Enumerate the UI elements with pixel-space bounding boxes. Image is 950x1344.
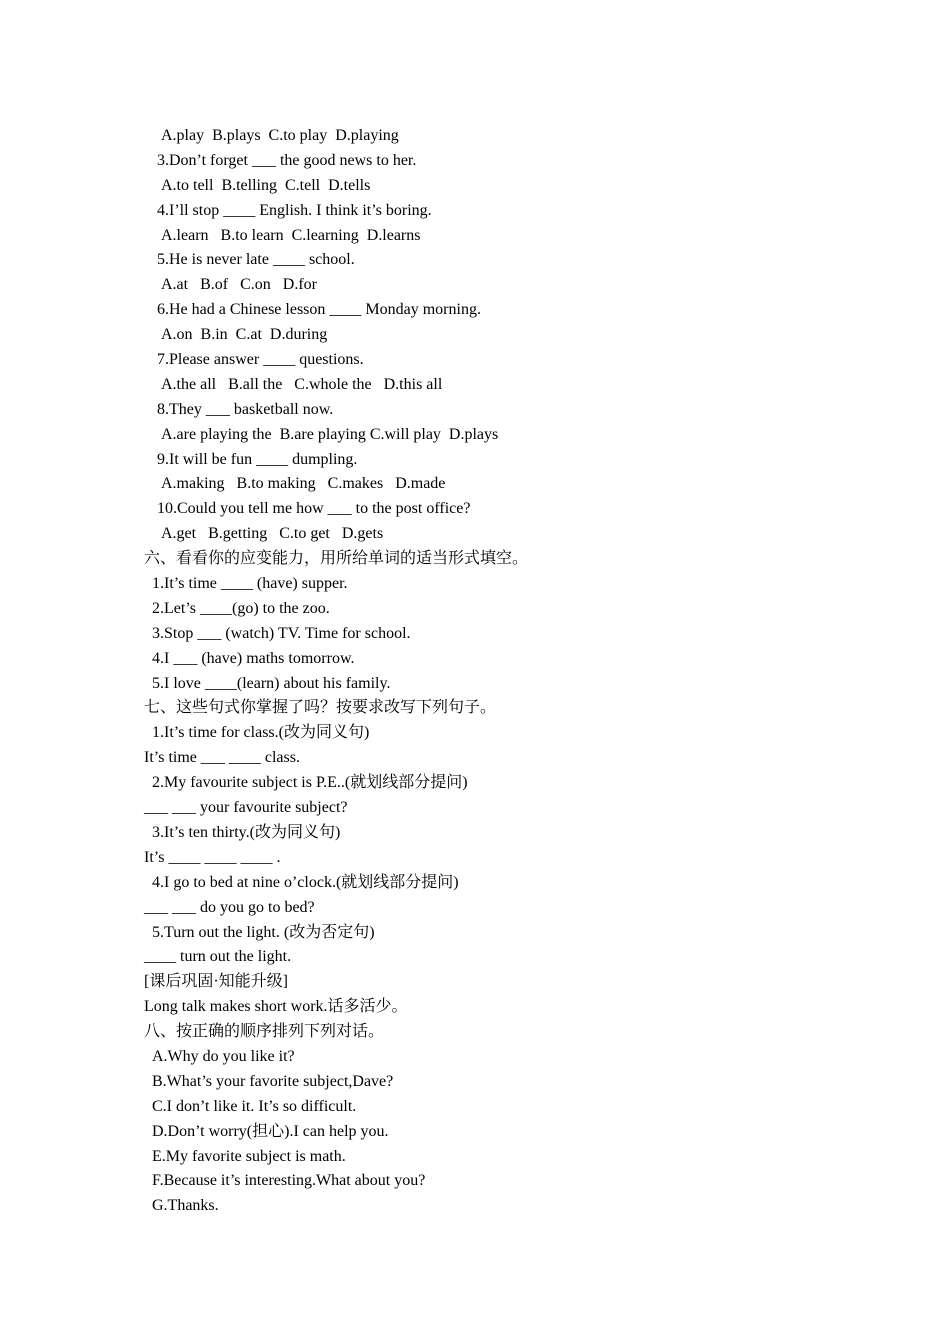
text-line: Long talk makes short work.话多活少。 bbox=[144, 998, 408, 1016]
text-line: 3.Don’t forget ___ the good news to her. bbox=[157, 151, 417, 169]
text-line: A.on B.in C.at D.during bbox=[161, 326, 328, 344]
text-line: 6.He had a Chinese lesson ____ Monday morning. bbox=[157, 301, 481, 319]
text-line: A.get B.getting C.to get D.gets bbox=[161, 525, 384, 543]
text-line: It’s time ___ ____ class. bbox=[144, 749, 300, 767]
text-line: A.making B.to making C.makes D.made bbox=[161, 475, 446, 493]
text-line: 4.I go to bed at nine o’clock.(就划线部分提问) bbox=[152, 873, 459, 891]
text-line: A.learn B.to learn C.learning D.learns bbox=[161, 226, 421, 244]
text-line: E.My favorite subject is math. bbox=[152, 1147, 346, 1165]
text-line: 1.It’s time ____ (have) supper. bbox=[152, 575, 348, 593]
text-line: F.Because it’s interesting.What about you? bbox=[152, 1172, 426, 1190]
text-line: 七、这些句式你掌握了吗？按要求改写下列句子。 bbox=[144, 699, 497, 717]
text-line: A.at B.of C.on D.for bbox=[161, 276, 317, 294]
text-line: D.Don’t worry(担心).I can help you. bbox=[152, 1122, 389, 1140]
text-line: 9.It will be fun ____ dumpling. bbox=[157, 450, 358, 468]
text-line: 4.I’ll stop ____ English. I think it’s boring. bbox=[157, 201, 432, 219]
text-line: A.are playing the B.are playing C.will play D.plays bbox=[161, 425, 499, 443]
text-line: 2.My favourite subject is P.E..(就划线部分提问) bbox=[152, 774, 468, 792]
text-line: 5.Turn out the light. (改为否定句) bbox=[152, 923, 375, 941]
text-line: A.play B.plays C.to play D.playing bbox=[161, 127, 399, 144]
text-line: 3.Stop ___ (watch) TV. Time for school. bbox=[152, 624, 411, 642]
text-line: ___ ___ your favourite subject? bbox=[144, 799, 348, 817]
text-line: ___ ___ do you go to bed? bbox=[144, 898, 315, 916]
text-line: 5.I love ____(learn) about his family. bbox=[152, 674, 391, 692]
text-line: It’s ____ ____ ____ . bbox=[144, 848, 281, 866]
text-line: 8.They ___ basketball now. bbox=[157, 400, 334, 418]
text-line: A.to tell B.telling C.tell D.tells bbox=[161, 176, 371, 194]
text-line: A.Why do you like it? bbox=[152, 1047, 295, 1065]
text-line: 5.He is never late ____ school. bbox=[157, 251, 355, 269]
text-line: 六、看看你的应变能力，用所给单词的适当形式填空。 bbox=[144, 550, 529, 568]
text-line: C.I don’t like it. It’s so difficult. bbox=[152, 1097, 357, 1115]
text-line: 7.Please answer ____ questions. bbox=[157, 351, 364, 369]
text-line: 10.Could you tell me how ___ to the post office? bbox=[157, 500, 471, 518]
document-body bbox=[144, 124, 844, 1219]
text-line: G.Thanks. bbox=[152, 1197, 219, 1215]
text-line: 4.I ___ (have) maths tomorrow. bbox=[152, 649, 355, 667]
text-line: 八、按正确的顺序排列下列对话。 bbox=[144, 1023, 385, 1041]
text-line: 1.It’s time for class.(改为同义句) bbox=[152, 724, 370, 742]
text-line: B.What’s your favorite subject,Dave? bbox=[152, 1072, 394, 1090]
text-line: ____ turn out the light. bbox=[144, 948, 292, 966]
text-line: 2.Let’s ____(go) to the zoo. bbox=[152, 599, 330, 617]
text-line: 3.It’s ten thirty.(改为同义句) bbox=[152, 823, 341, 841]
text-line: [课后巩固·知能升级] bbox=[144, 973, 288, 991]
text-line: A.the all B.all the C.whole the D.this all bbox=[161, 375, 443, 393]
